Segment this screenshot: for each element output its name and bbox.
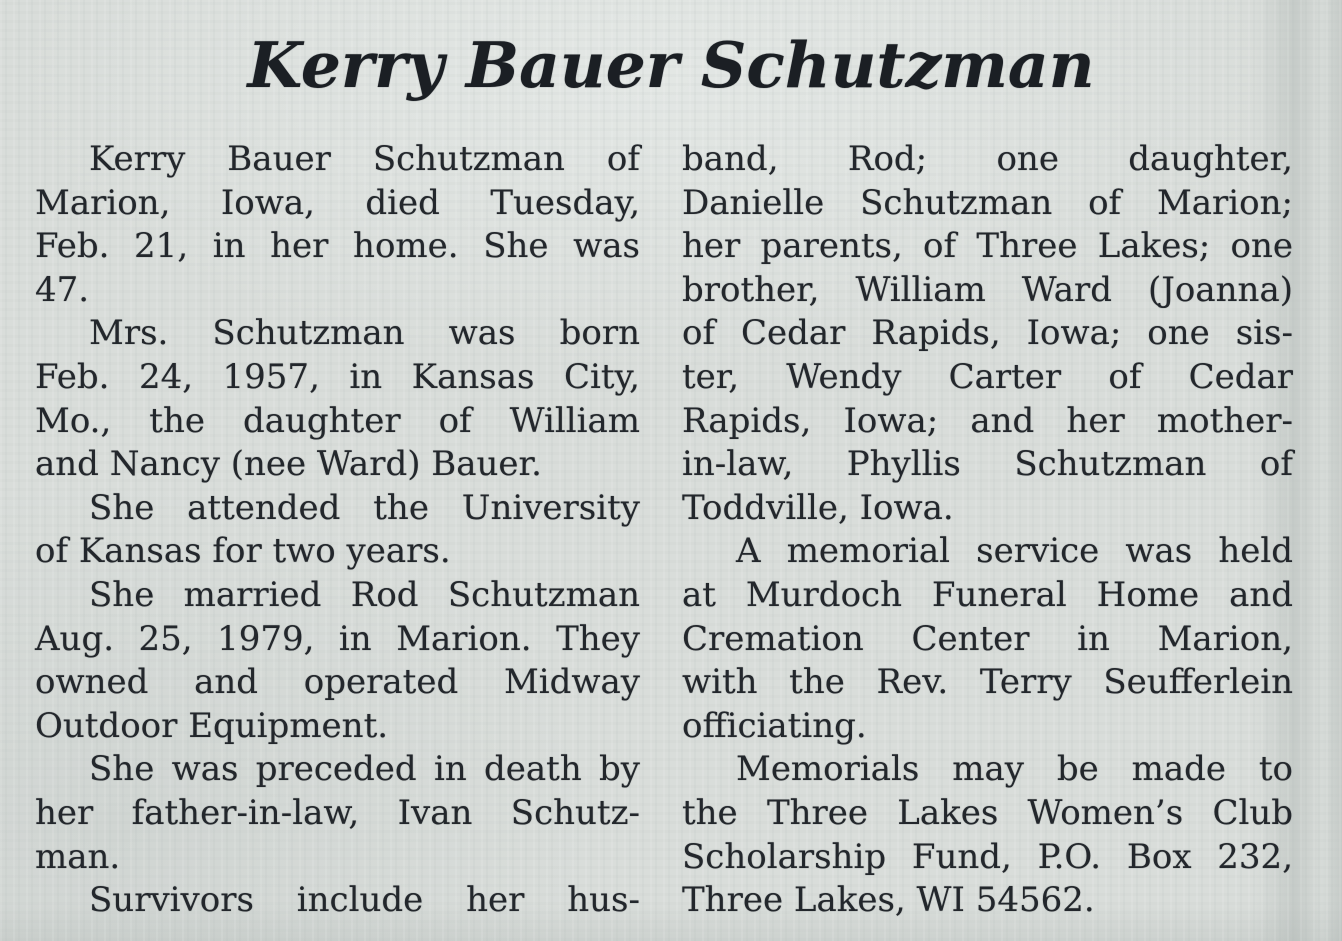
text-line: Feb. 24, 1957, in Kansas City, — [35, 356, 640, 397]
text-line: She attended the University — [89, 487, 640, 528]
text-line: her father-in-law, Ivan Schutz- — [35, 792, 640, 833]
text-line: She was preceded in death by — [89, 749, 640, 790]
text-line: her parents, of Three Lakes; one — [682, 226, 1293, 267]
paragraph — [35, 879, 640, 923]
text-line: the Three Lakes Women’s Club — [682, 792, 1293, 833]
text-line: She married Rod Schutzman — [89, 574, 640, 615]
text-line: Cremation Center in Marion, — [682, 618, 1293, 659]
text-line: officiating. — [682, 705, 867, 746]
text-line: Rapids, Iowa; and her mother- — [682, 400, 1293, 441]
paragraph — [35, 138, 640, 312]
text-line: Survivors include her hus- — [89, 880, 640, 921]
text-line: Marion, Iowa, died Tuesday, — [35, 182, 640, 223]
text-line: Feb. 21, in her home. She was — [35, 226, 640, 267]
obituary-headline: Kerry Bauer Schutzman — [247, 28, 1095, 102]
paragraph — [35, 312, 640, 486]
paragraph — [35, 487, 640, 574]
text-line: and Nancy (nee Ward) Bauer. — [35, 444, 542, 485]
paragraph — [35, 574, 640, 748]
text-line: Scholarship Fund, P.O. Box 232, — [682, 836, 1293, 877]
text-line: in-law, Phyllis Schutzman of — [682, 444, 1293, 485]
text-line: Toddville, Iowa. — [682, 487, 954, 528]
text-line: brother, William Ward (Joanna) — [682, 269, 1293, 310]
text-line: 47. — [35, 269, 90, 310]
text-line: Aug. 25, 1979, in Marion. They — [35, 618, 640, 659]
text-line: A memorial service was held — [736, 531, 1293, 572]
text-line: Mo., the daughter of William — [35, 400, 640, 441]
text-line: of Cedar Rapids, Iowa; one sis- — [682, 313, 1293, 354]
text-line: Danielle Schutzman of Marion; — [682, 182, 1293, 223]
obituary-body — [35, 138, 1293, 923]
column-left — [35, 138, 640, 923]
column-right — [682, 138, 1293, 923]
text-line: ter, Wendy Carter of Cedar — [682, 356, 1293, 397]
text-line: Kerry Bauer Schutzman of — [89, 139, 640, 179]
text-line: band, Rod; one daughter, — [682, 139, 1293, 179]
text-line: at Murdoch Funeral Home and — [682, 574, 1293, 615]
paragraph — [35, 748, 640, 879]
text-line: owned and operated Midway — [35, 662, 640, 703]
paragraph — [682, 530, 1293, 748]
text-line: Memorials may be made to — [736, 749, 1293, 790]
text-line: Mrs. Schutzman was born — [89, 313, 640, 354]
text-line: man. — [35, 836, 121, 877]
text-line: of Kansas for two years. — [35, 531, 451, 572]
text-line: Three Lakes, WI 54562. — [682, 880, 1095, 921]
text-line: Outdoor Equipment. — [35, 705, 389, 746]
paragraph — [682, 748, 1293, 922]
paragraph — [682, 138, 1293, 530]
text-line: with the Rev. Terry Seufferlein — [682, 662, 1293, 703]
